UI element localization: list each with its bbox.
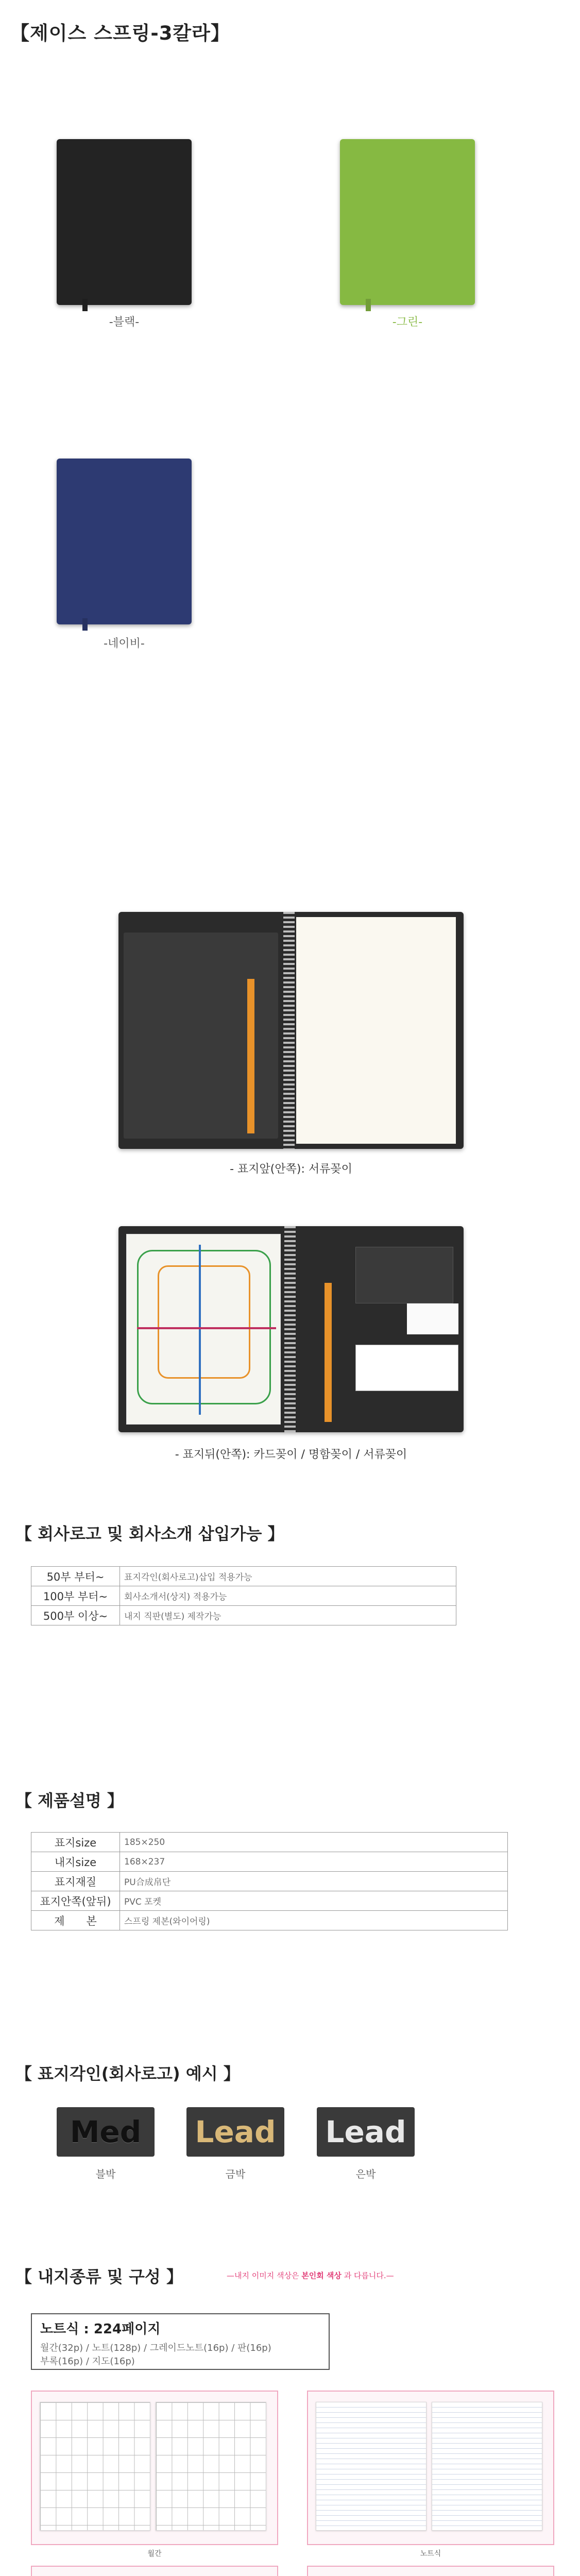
inner-section-title: 【 내지종류 및 구성 】	[15, 2267, 183, 2286]
table-row: 표지size 185×250	[31, 1833, 508, 1852]
navy-cover-label: -네이비-	[104, 637, 145, 650]
card-slot	[355, 1345, 458, 1391]
inside-back-image	[118, 1226, 464, 1432]
inner-color-note: —내지 이미지 색상은 본인회 색상 과 다릅니다.—	[227, 2271, 394, 2280]
logo-option-table	[31, 1566, 456, 1625]
engrave-label-silver: 은박	[355, 2168, 376, 2180]
navy-cover-image	[57, 459, 192, 624]
engrave-sample-black: Med	[57, 2107, 155, 2157]
notebook-spread-appendix	[307, 2566, 554, 2576]
engrave-label-gold: 금박	[225, 2168, 246, 2180]
spring-binding	[283, 912, 295, 1149]
notebook-composition: 월간(32p) / 노트(128p) / 그레이드노트(16p) / 판(16p)	[40, 2343, 271, 2353]
notebook-spread-note	[307, 2391, 554, 2545]
table-row: 500부 이상~ 내지 직판(별도) 제작가능	[31, 1606, 456, 1625]
notebook-type-title: 노트식 : 224페이지	[40, 2321, 161, 2337]
business-card	[407, 1303, 458, 1334]
table-row: 100부 부터~ 회사소개서(상지) 적용가능	[31, 1586, 456, 1606]
engrave-sample-silver: Lead	[317, 2107, 415, 2157]
black-cover-image	[57, 139, 192, 305]
pen-icon	[247, 979, 254, 1133]
spring-binding	[284, 1226, 296, 1432]
inside-front-image	[118, 912, 464, 1149]
subway-map	[126, 1234, 281, 1425]
green-cover-label: -그린-	[392, 316, 423, 329]
notebook-caption-note: 노트식	[420, 2550, 441, 2558]
notebook-composition-2: 부록(16p) / 지도(16p)	[40, 2356, 135, 2367]
front-pocket	[124, 933, 278, 1139]
card-pocket	[355, 1247, 453, 1303]
pen-icon	[325, 1283, 332, 1422]
inner-paper	[296, 917, 456, 1144]
logo-section-title: 【 회사로고 및 회사소개 삽입가능 】	[15, 1524, 284, 1544]
table-row: 내지size 168×237	[31, 1852, 508, 1872]
table-row: 표지재질 PU合成帛단	[31, 1872, 508, 1891]
notebook-spread-plan	[31, 2566, 278, 2576]
spec-section-title: 【 제품설명 】	[15, 1791, 124, 1810]
engrave-section-title: 【 표지각인(회사로고) 예시 】	[15, 2064, 240, 2083]
engrave-label-black: 블박	[95, 2168, 116, 2180]
page-title: 【제이스 스프링-3칼라】	[10, 22, 230, 44]
table-row: 50부 부터~ 표지각인(회사로고)삽입 적용가능	[31, 1567, 456, 1586]
notebook-caption-monthly: 월간	[147, 2550, 162, 2558]
table-row: 제 본 스프링 제본(와이어링)	[31, 1911, 508, 1930]
black-cover-label: -블랙-	[109, 316, 140, 329]
table-row: 표지안쪽(앞뒤) PVC 포켓	[31, 1891, 508, 1911]
inside-back-caption: - 표지뒤(안쪽): 카드꽂이 / 명함꽂이 / 서류꽂이	[175, 1448, 407, 1461]
notebook-type-box	[31, 2313, 330, 2370]
notebook-spread-monthly	[31, 2391, 278, 2545]
spec-table	[31, 1832, 508, 1930]
engrave-sample-gold: Lead	[186, 2107, 284, 2157]
green-cover-image	[340, 139, 475, 305]
inside-front-caption: - 표지앞(안쪽): 서류꽂이	[230, 1163, 352, 1176]
